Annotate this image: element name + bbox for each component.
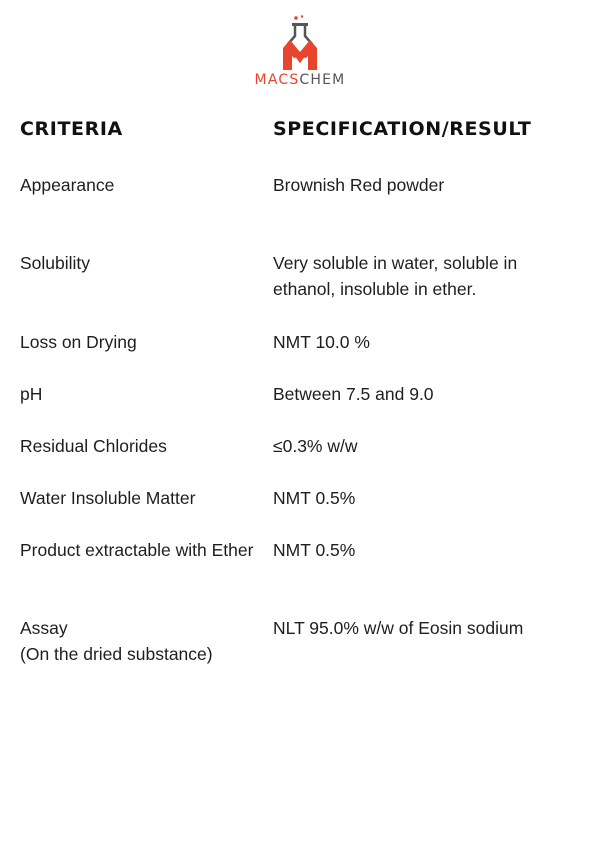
table-row (20, 485, 580, 537)
criteria-cell: Residual Chlorides (20, 436, 167, 456)
spec-cell: Between 7.5 and 9.0 (273, 384, 434, 404)
spec-cell: NLT 95.0% w/w of Eosin sodium (273, 618, 524, 638)
specification-table (20, 118, 580, 675)
brand-part-2: CHEM (299, 72, 346, 88)
spec-cell: NMT 0.5% (273, 540, 356, 560)
table-row (20, 537, 580, 615)
table-row (20, 381, 580, 433)
criteria-cell: Water Insoluble Matter (20, 488, 196, 508)
criteria-cell: Product extractable with Ether (20, 540, 254, 560)
spec-cell: Brownish Red powder (273, 175, 445, 195)
brand-part-1: MACS (254, 72, 300, 88)
spec-cell: ≤0.3% w/w (273, 436, 358, 456)
table-row (20, 615, 580, 675)
criteria-cell: Appearance (20, 175, 115, 195)
criteria-cell: Assay (On the dried substance) (20, 618, 213, 664)
spec-cell: NMT 10.0 % (273, 332, 370, 352)
table-row (20, 433, 580, 485)
table-header (20, 118, 580, 148)
specification-header: SPECIFICATION/RESULT (273, 118, 532, 140)
criteria-header: CRITERIA (20, 118, 123, 140)
brand-name (0, 72, 600, 88)
criteria-cell: Loss on Drying (20, 332, 137, 352)
company-logo (0, 14, 600, 88)
criteria-cell: pH (20, 384, 43, 404)
table-row (20, 172, 580, 250)
table-row (20, 250, 580, 329)
spec-cell: Very soluble in water, soluble in ethanol, insoluble in ether. (273, 253, 518, 299)
flask-logo-icon (276, 14, 324, 70)
criteria-cell: Solubility (20, 253, 91, 273)
spec-cell: NMT 0.5% (273, 488, 356, 508)
table-row (20, 329, 580, 381)
